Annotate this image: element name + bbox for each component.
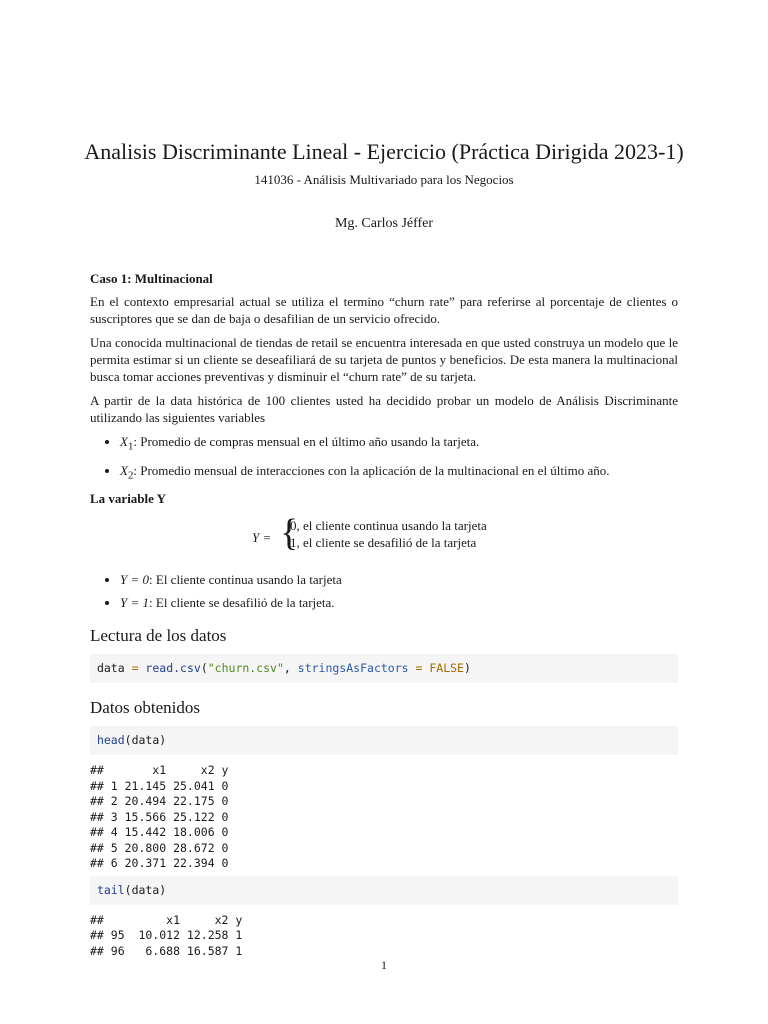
variables-list [90,433,678,484]
code-token: stringsAsFactors [297,661,409,676]
tail-output: ## x1 x2 y ## 95 10.012 12.258 1 ## 96 6.688 16.587 1 [90,912,243,958]
document-author: Mg. Carlos Jéffer [334,216,434,231]
item-text: : El cliente continua usando la tarjeta [149,572,342,588]
code-token: = [408,661,430,676]
lectura-heading: Lectura de los datos [90,626,227,646]
code-token: , [283,661,298,676]
list-item [120,433,678,456]
case-paragraph-3: A partir de la data histórica de 100 clientes usted ha decidido probar un modelo de Análisis Discriminante utilizando las siguientes variables [90,393,678,425]
code-block-head [90,726,678,755]
code-token: read.csv [145,661,201,676]
var-symbol: X [120,434,128,449]
math-expression: Y = 0 [120,572,150,588]
code-block-tail [90,876,678,905]
datos-heading: Datos obtenidos [90,698,201,718]
equation-lhs: Y = [252,530,272,546]
code-token: FALSE [429,661,464,676]
code-token: (data) [124,882,167,897]
var-symbol: X [120,462,128,478]
code-token: head [96,733,125,748]
var-subscript: 1 [127,440,134,453]
code-token: (data) [124,733,167,748]
code-token: data [96,661,125,676]
var-subscript: 2 [127,469,134,482]
head-output: ## x1 x2 y ## 1 21.145 25.041 0 ## 2 20.494 22.175 0 ## 3 15.566 25.122 0 ## 4 15.442 18.006 0 ## 5 20.800 28.672 0 ## 6 20.371 22.394 0 [90,763,229,871]
list-item [120,594,678,611]
piecewise-equation [90,512,678,567]
brace-symbol: { [280,512,299,555]
code-token: ) [463,661,471,676]
case-1: 1, el cliente se desafilió de la tarjeta [290,535,477,551]
case-paragraph-2: Una conocida multinacional de tiendas de retail se encuentra interesada en que usted construya un modelo que le permita estimar si un cliente se deseafiliará de su tarjeta de puntos y beneficios. De esta manera la multinacional busca tomar acciones preventivas y disminuir el “churn rate” de su tarjeta. [90,335,678,384]
var-description: : Promedio mensual de interacciones con la aplicación de la multinacional en el último año. [133,462,610,478]
document-body [90,270,678,963]
list-item [120,462,678,485]
equation-cases [290,517,487,551]
y-values-list [90,571,678,611]
page-number: 1 [381,958,387,972]
case-heading: Caso 1: Multinacional [90,271,213,286]
case-paragraph-1: En el contexto empresarial actual se utiliza el termino “churn rate” para referirse al porcentaje de clientes o suscriptores que se dan de baja o desafilian de un servicio ofrecido. [90,294,678,326]
list-item [120,571,678,588]
code-token: "churn.csv" [207,661,284,676]
code-token: = [124,661,146,676]
document-subtitle: 141036 - Análisis Multivariado para los Negocios [254,172,514,187]
code-block-read [90,654,678,683]
case-0: 0, el cliente continua usando la tarjeta [290,518,487,534]
code-token: ( [200,661,208,676]
document-title: Analisis Discriminante Lineal - Ejercicio (Práctica Dirigida 2023-1) [84,139,684,164]
var-description: : Promedio de compras mensual en el último año usando la tarjeta. [133,434,480,449]
code-token: tail [96,882,125,897]
variable-y-heading: La variable Y [90,491,167,507]
item-text: : El cliente se desafilió de la tarjeta. [149,595,335,611]
math-expression: Y = 1 [120,595,150,611]
